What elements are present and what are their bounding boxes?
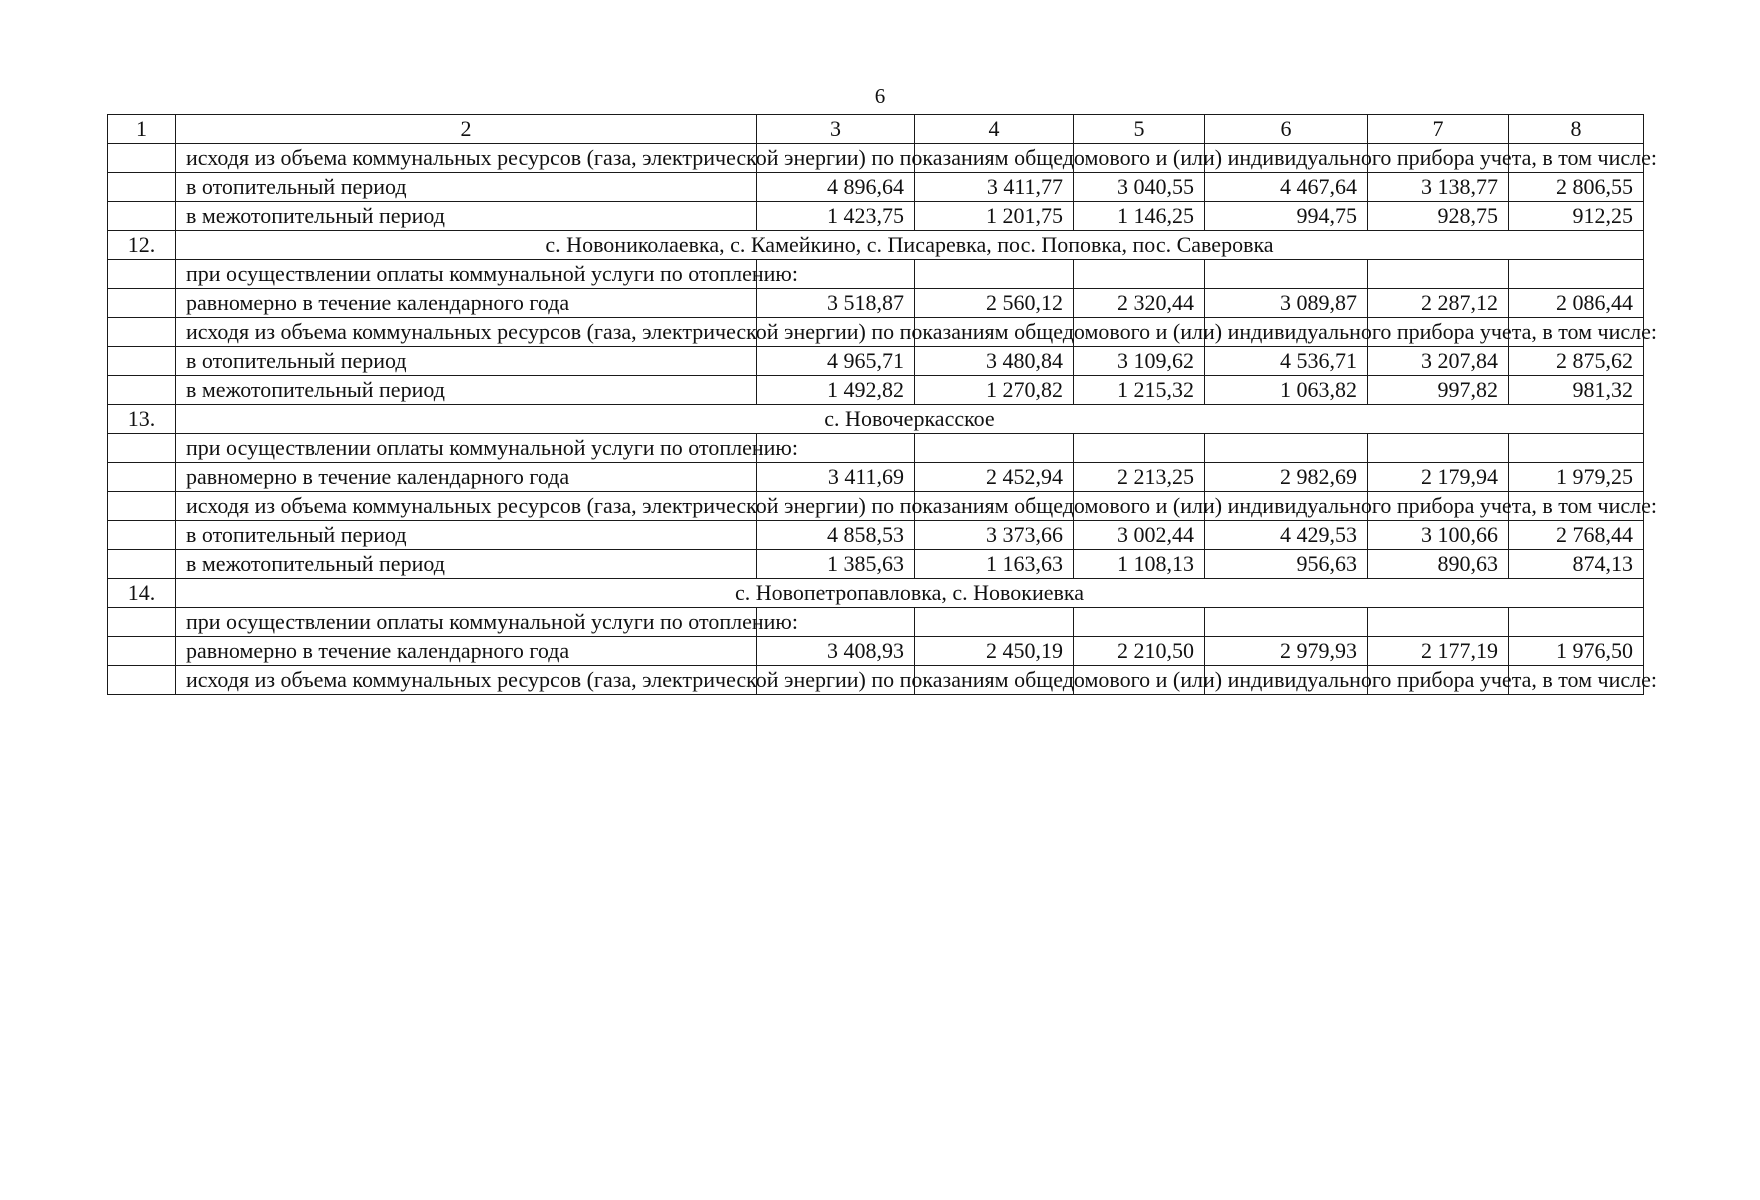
row-number-cell [108, 608, 176, 637]
row-description: в отопительный период [176, 347, 757, 376]
value-cell-col-7: 3 138,77 [1368, 173, 1509, 202]
value-cell-col-3: 3 411,69 [757, 463, 915, 492]
section-row [108, 231, 1644, 260]
table-row [108, 666, 1644, 695]
value-cell-col-6 [1205, 608, 1368, 637]
value-cell-col-7 [1368, 260, 1509, 289]
header-cell-7: 7 [1368, 115, 1509, 144]
row-description: в межотопительный период [176, 550, 757, 579]
value-cell-col-5: 2 210,50 [1074, 637, 1205, 666]
table-row [108, 550, 1644, 579]
row-description: исходя из объема коммунальных ресурсов (газа, электрической энергии) по показаниям общедомового и (или) индивидуального прибора учета, в том числе: [176, 144, 757, 173]
value-cell-col-8 [1509, 434, 1644, 463]
value-cell-col-4 [915, 260, 1074, 289]
row-description: исходя из объема коммунальных ресурсов (газа, электрической энергии) по показаниям общедомового и (или) индивидуального прибора учета, в том числе: [176, 492, 757, 521]
section-title: с. Новониколаевка, с. Камейкино, с. Писаревка, пос. Поповка, пос. Саверовка [176, 231, 1644, 260]
value-cell-col-3: 1 492,82 [757, 376, 915, 405]
table-row [108, 463, 1644, 492]
row-number-cell [108, 492, 176, 521]
value-cell-col-8: 1 979,25 [1509, 463, 1644, 492]
value-cell-col-7: 2 177,19 [1368, 637, 1509, 666]
value-cell-col-5: 1 146,25 [1074, 202, 1205, 231]
table-row [108, 144, 1644, 173]
row-description: исходя из объема коммунальных ресурсов (газа, электрической энергии) по показаниям общедомового и (или) индивидуального прибора учета, в том числе: [176, 318, 757, 347]
header-cell-3: 3 [757, 115, 915, 144]
value-cell-col-3: 1 423,75 [757, 202, 915, 231]
table-row [108, 376, 1644, 405]
value-cell-col-8 [1509, 608, 1644, 637]
header-cell-6: 6 [1205, 115, 1368, 144]
value-cell-col-6: 4 536,71 [1205, 347, 1368, 376]
header-cell-5: 5 [1074, 115, 1205, 144]
table-row [108, 202, 1644, 231]
value-cell-col-5 [1074, 608, 1205, 637]
row-number-cell [108, 376, 176, 405]
value-cell-col-7: 2 287,12 [1368, 289, 1509, 318]
value-cell-col-6 [1205, 260, 1368, 289]
value-cell-col-5: 3 109,62 [1074, 347, 1205, 376]
section-number: 12. [108, 231, 176, 260]
row-number-cell [108, 260, 176, 289]
table-row [108, 608, 1644, 637]
row-number-cell [108, 434, 176, 463]
value-cell-col-4: 3 480,84 [915, 347, 1074, 376]
value-cell-col-3: 3 518,87 [757, 289, 915, 318]
section-row [108, 405, 1644, 434]
value-cell-col-3: 4 858,53 [757, 521, 915, 550]
row-description: при осуществлении оплаты коммунальной услуги по отоплению: [176, 434, 757, 463]
value-cell-col-3: 1 385,63 [757, 550, 915, 579]
value-cell-col-4: 2 560,12 [915, 289, 1074, 318]
value-cell-col-4: 1 201,75 [915, 202, 1074, 231]
value-cell-col-7: 928,75 [1368, 202, 1509, 231]
value-cell-col-7: 3 100,66 [1368, 521, 1509, 550]
value-cell-col-6 [1205, 434, 1368, 463]
header-cell-1: 1 [108, 115, 176, 144]
row-description: в отопительный период [176, 521, 757, 550]
value-cell-col-6: 1 063,82 [1205, 376, 1368, 405]
value-cell-col-4 [915, 608, 1074, 637]
row-description: в межотопительный период [176, 202, 757, 231]
row-description: при осуществлении оплаты коммунальной услуги по отоплению: [176, 260, 757, 289]
value-cell-col-8: 2 875,62 [1509, 347, 1644, 376]
section-title: с. Новопетропавловка, с. Новокиевка [176, 579, 1644, 608]
row-number-cell [108, 318, 176, 347]
tariff-table [107, 114, 1658, 695]
row-number-cell [108, 463, 176, 492]
row-number-cell [108, 666, 176, 695]
table-row [108, 434, 1644, 463]
value-cell-col-8: 912,25 [1509, 202, 1644, 231]
row-number-cell [108, 637, 176, 666]
value-cell-col-8: 874,13 [1509, 550, 1644, 579]
value-cell-col-6: 2 982,69 [1205, 463, 1368, 492]
value-cell-col-7 [1368, 608, 1509, 637]
table-row [108, 289, 1644, 318]
value-cell-col-7: 997,82 [1368, 376, 1509, 405]
value-cell-col-3: 4 965,71 [757, 347, 915, 376]
header-row [108, 115, 1644, 144]
value-cell-col-4: 2 452,94 [915, 463, 1074, 492]
value-cell-col-3: 4 896,64 [757, 173, 915, 202]
table-row [108, 637, 1644, 666]
row-number-cell [108, 550, 176, 579]
value-cell-col-8: 981,32 [1509, 376, 1644, 405]
value-cell-col-6: 2 979,93 [1205, 637, 1368, 666]
table-row [108, 260, 1644, 289]
value-cell-col-5: 3 040,55 [1074, 173, 1205, 202]
value-cell-col-4: 3 411,77 [915, 173, 1074, 202]
row-number-cell [108, 521, 176, 550]
row-description: равномерно в течение календарного года [176, 289, 757, 318]
row-description: в межотопительный период [176, 376, 757, 405]
header-cell-2: 2 [176, 115, 757, 144]
value-cell-col-7: 3 207,84 [1368, 347, 1509, 376]
table-row [108, 173, 1644, 202]
value-cell-col-5: 1 108,13 [1074, 550, 1205, 579]
value-cell-col-7 [1368, 434, 1509, 463]
value-cell-col-4: 3 373,66 [915, 521, 1074, 550]
table-row [108, 318, 1644, 347]
value-cell-col-8: 2 806,55 [1509, 173, 1644, 202]
value-cell-col-8: 2 768,44 [1509, 521, 1644, 550]
table-row [108, 521, 1644, 550]
row-description: в отопительный период [176, 173, 757, 202]
value-cell-col-4: 1 270,82 [915, 376, 1074, 405]
value-cell-col-8: 2 086,44 [1509, 289, 1644, 318]
value-cell-col-5: 2 320,44 [1074, 289, 1205, 318]
section-number: 13. [108, 405, 176, 434]
value-cell-col-5: 1 215,32 [1074, 376, 1205, 405]
row-description: равномерно в течение календарного года [176, 637, 757, 666]
row-number-cell [108, 202, 176, 231]
value-cell-col-6: 4 467,64 [1205, 173, 1368, 202]
value-cell-col-8: 1 976,50 [1509, 637, 1644, 666]
table-row [108, 492, 1644, 521]
value-cell-col-5 [1074, 260, 1205, 289]
value-cell-col-7: 890,63 [1368, 550, 1509, 579]
row-number-cell [108, 289, 176, 318]
table-row [108, 347, 1644, 376]
value-cell-col-7: 2 179,94 [1368, 463, 1509, 492]
value-cell-col-4 [915, 434, 1074, 463]
value-cell-col-3: 3 408,93 [757, 637, 915, 666]
section-title: с. Новочеркасское [176, 405, 1644, 434]
section-row [108, 579, 1644, 608]
header-cell-4: 4 [915, 115, 1074, 144]
row-number-cell [108, 347, 176, 376]
row-description: при осуществлении оплаты коммунальной услуги по отоплению: [176, 608, 757, 637]
value-cell-col-6: 3 089,87 [1205, 289, 1368, 318]
value-cell-col-8 [1509, 260, 1644, 289]
value-cell-col-6: 956,63 [1205, 550, 1368, 579]
row-description: равномерно в течение календарного года [176, 463, 757, 492]
section-number: 14. [108, 579, 176, 608]
value-cell-col-5: 3 002,44 [1074, 521, 1205, 550]
page-number: 6 [874, 84, 886, 108]
value-cell-col-4: 2 450,19 [915, 637, 1074, 666]
value-cell-col-5: 2 213,25 [1074, 463, 1205, 492]
value-cell-col-4: 1 163,63 [915, 550, 1074, 579]
value-cell-col-6: 994,75 [1205, 202, 1368, 231]
value-cell-col-5 [1074, 434, 1205, 463]
row-number-cell [108, 144, 176, 173]
table-body [108, 115, 1658, 695]
header-cell-8: 8 [1509, 115, 1644, 144]
value-cell-col-6: 4 429,53 [1205, 521, 1368, 550]
row-description: исходя из объема коммунальных ресурсов (газа, электрической энергии) по показаниям общедомового и (или) индивидуального прибора учета, в том числе: [176, 666, 757, 695]
row-number-cell [108, 173, 176, 202]
